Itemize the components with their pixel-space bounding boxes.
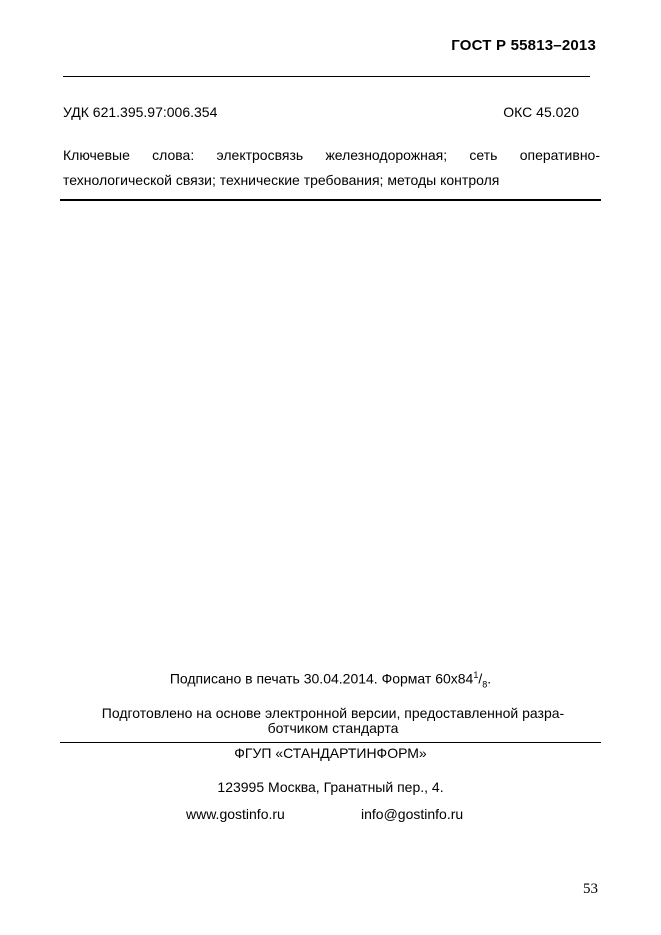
- prepared-line-2: ботчиком стандарта: [267, 720, 399, 736]
- format-slash: /: [478, 670, 483, 687]
- prepared-note: [68, 706, 598, 736]
- email-link[interactable]: info@gostinfo.ru: [361, 806, 464, 822]
- header-rule: [63, 76, 590, 77]
- publisher-address: 123995 Москва, Гранатный пер., 4.: [217, 779, 444, 795]
- website-link[interactable]: www.gostinfo.ru: [186, 806, 285, 822]
- signed-for-print: [0, 670, 661, 689]
- keywords-rule: [60, 199, 601, 201]
- signed-text: Подписано в печать 30.04.2014. Формат 60х84: [169, 670, 474, 687]
- format-numerator: 1: [473, 670, 479, 680]
- standard-id: ГОСТ Р 55813–2013: [451, 37, 596, 54]
- prepared-line-1: Подготовлено на основе электронной версии, предоставленной разра-: [101, 705, 565, 721]
- format-end: .: [487, 670, 492, 687]
- publisher-name: ФГУП «СТАНДАРТИНФОРМ»: [234, 745, 427, 761]
- format-denominator: 8: [482, 679, 488, 690]
- keywords-paragraph: Ключевые слова: электросвязь железнодорожная; сеть оперативно-технологической связи; технические требования; методы контроля: [63, 147, 600, 188]
- imprint-rule: [60, 742, 601, 743]
- page-number: 53: [583, 881, 598, 897]
- oks-code: ОКС 45.020: [503, 104, 579, 120]
- udk-code: УДК 621.395.97:006.354: [63, 104, 218, 120]
